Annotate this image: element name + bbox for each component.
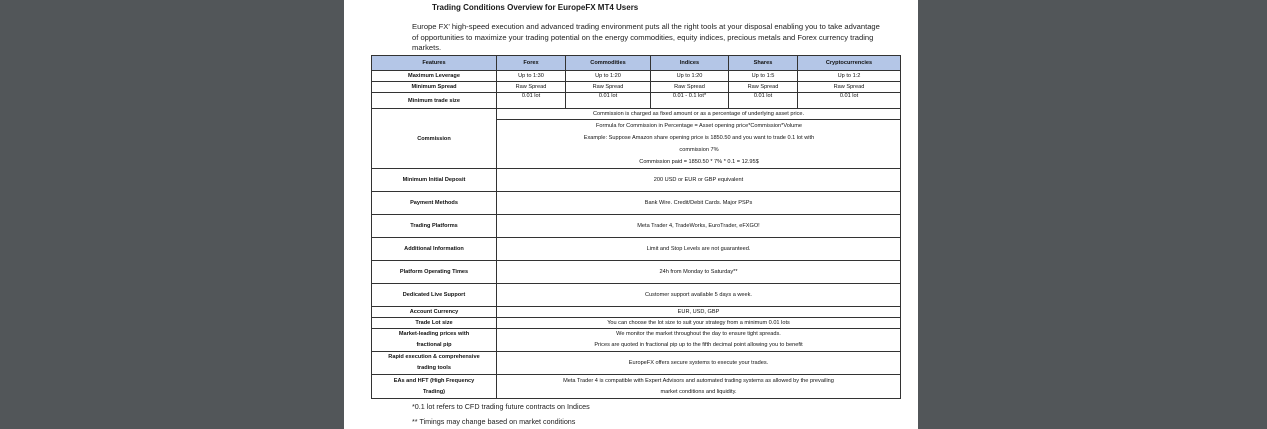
document-page (344, 0, 918, 429)
commission-details (497, 120, 901, 169)
table-row (372, 307, 901, 318)
feature-label-line2: fractional pip (416, 342, 452, 348)
table-row (372, 329, 901, 352)
table-row (372, 71, 901, 82)
header-indices: Indices (651, 56, 729, 71)
feature-label-line2: Trading) (422, 388, 446, 395)
table-row (372, 93, 901, 109)
cell-line2: market conditions and liquidity. (660, 388, 737, 395)
feature-label: Account Currency (372, 307, 497, 318)
table-cell: Raw Spread (566, 82, 651, 93)
table-row (372, 375, 901, 399)
table-header-row (372, 56, 901, 71)
feature-label (372, 352, 497, 375)
table-cell: 0.01 lot (729, 93, 798, 109)
table-cell: Up to 1:20 (651, 71, 729, 82)
table-cell: Up to 1:2 (798, 71, 901, 82)
feature-label: Maximum Leverage (372, 71, 497, 82)
table-cell: EuropeFX offers secure systems to execute your trades. (497, 352, 901, 375)
table-cell: Commission is charged as fixed amount or as a percentage of underlying asset price. (497, 109, 901, 120)
table-cell: Meta Trader 4, TradeWorks, EuroTrader, eFXGO! (497, 215, 901, 238)
feature-label: Dedicated Live Support (372, 284, 497, 307)
feature-label: Trade Lot size (372, 318, 497, 329)
footnote-lot: *0.1 lot refers to CFD trading future contracts on Indices (412, 402, 590, 411)
feature-label: Payment Methods (372, 192, 497, 215)
feature-label (372, 375, 497, 399)
table-cell: Bank Wire. Credit/Debit Cards. Major PSPs (497, 192, 901, 215)
table-cell: 24h from Monday to Saturday** (497, 261, 901, 284)
feature-label-line1: Rapid execution & comprehensive (388, 354, 480, 360)
feature-label: Trading Platforms (372, 215, 497, 238)
table-row (372, 352, 901, 375)
table-row (372, 109, 901, 120)
feature-label: Commission (372, 109, 497, 169)
table-cell: Raw Spread (497, 82, 566, 93)
feature-label: Additional Information (372, 238, 497, 261)
feature-label: Minimum trade size (372, 93, 497, 109)
table-cell: 200 USD or EUR or GBP equivalent (497, 169, 901, 192)
feature-label: Platform Operating Times (372, 261, 497, 284)
table-row (372, 261, 901, 284)
table-cell: Customer support available 5 days a week. (497, 284, 901, 307)
header-cryptocurrencies: Cryptocurrencies (798, 56, 901, 71)
table-cell: 0.01 lot (798, 93, 901, 109)
table-row (372, 215, 901, 238)
table-cell: Up to 1:5 (729, 71, 798, 82)
table-row (372, 82, 901, 93)
table-cell: 0.01 - 0.1 lot* (651, 93, 729, 109)
cell-line1: We monitor the market throughout the day to ensure tight spreads. (616, 331, 781, 337)
cell-line2: Prices are quoted in fractional pip up to the fifth decimal point allowing you to benefit (594, 342, 803, 348)
table-cell: You can choose the lot size to suit your strategy from a minimum 0.01 lots (497, 318, 901, 329)
header-commodities: Commodities (566, 56, 651, 71)
table-row (372, 169, 901, 192)
table-cell: EUR, USD, GBP (497, 307, 901, 318)
feature-label-line1: EAs and HFT (High Frequency (393, 377, 475, 384)
cell-line1: Meta Trader 4 is compatible with Expert Advisors and automated trading systems as allowed by the prevailing (563, 377, 834, 384)
commission-example-line1: Example: Suppose Amazon share opening price is 1850.50 and you want to trade 0.1 lot with (583, 135, 815, 141)
table-cell: 0.01 lot (566, 93, 651, 109)
table-row (372, 238, 901, 261)
trading-conditions-table (371, 55, 901, 399)
table-cell: Up to 1:20 (566, 71, 651, 82)
table-cell: 0.01 lot (497, 93, 566, 109)
table-row (372, 318, 901, 329)
commission-paid: Commission paid = 1850.50 * 7% * 0.1 = 12.95$ (639, 159, 759, 165)
table-cell (497, 375, 901, 399)
footnote-timings: ** Timings may change based on market conditions (412, 417, 576, 426)
table-row (372, 284, 901, 307)
table-cell: Raw Spread (651, 82, 729, 93)
commission-example-line2: commission 7% (679, 147, 719, 153)
header-features: Features (372, 56, 497, 71)
page-title: Trading Conditions Overview for EuropeFX MT4 Users (432, 3, 639, 12)
header-shares: Shares (729, 56, 798, 71)
table-row (372, 192, 901, 215)
feature-label: Minimum Initial Deposit (372, 169, 497, 192)
feature-label (372, 329, 497, 352)
table-cell: Up to 1:30 (497, 71, 566, 82)
table-cell (497, 329, 901, 352)
commission-formula: Formula for Commission in Percentage = Asset opening price*Commission*Volume (596, 123, 802, 129)
intro-paragraph: Europe FX’ high-speed execution and advanced trading environment puts all the right tools at your disposal enabling you to take advantage of opportunities to maximize your trading potential on the energy commodities, equity indices, precious metals and Forex currency trading markets. (412, 22, 880, 52)
table-cell: Raw Spread (798, 82, 901, 93)
feature-label-line2: trading tools (417, 365, 451, 371)
table-cell: Limit and Stop Levels are not guaranteed. (497, 238, 901, 261)
header-forex: Forex (497, 56, 566, 71)
feature-label: Minimum Spread (372, 82, 497, 93)
feature-label-line1: Market-leading prices with (398, 331, 470, 337)
table-cell: Raw Spread (729, 82, 798, 93)
